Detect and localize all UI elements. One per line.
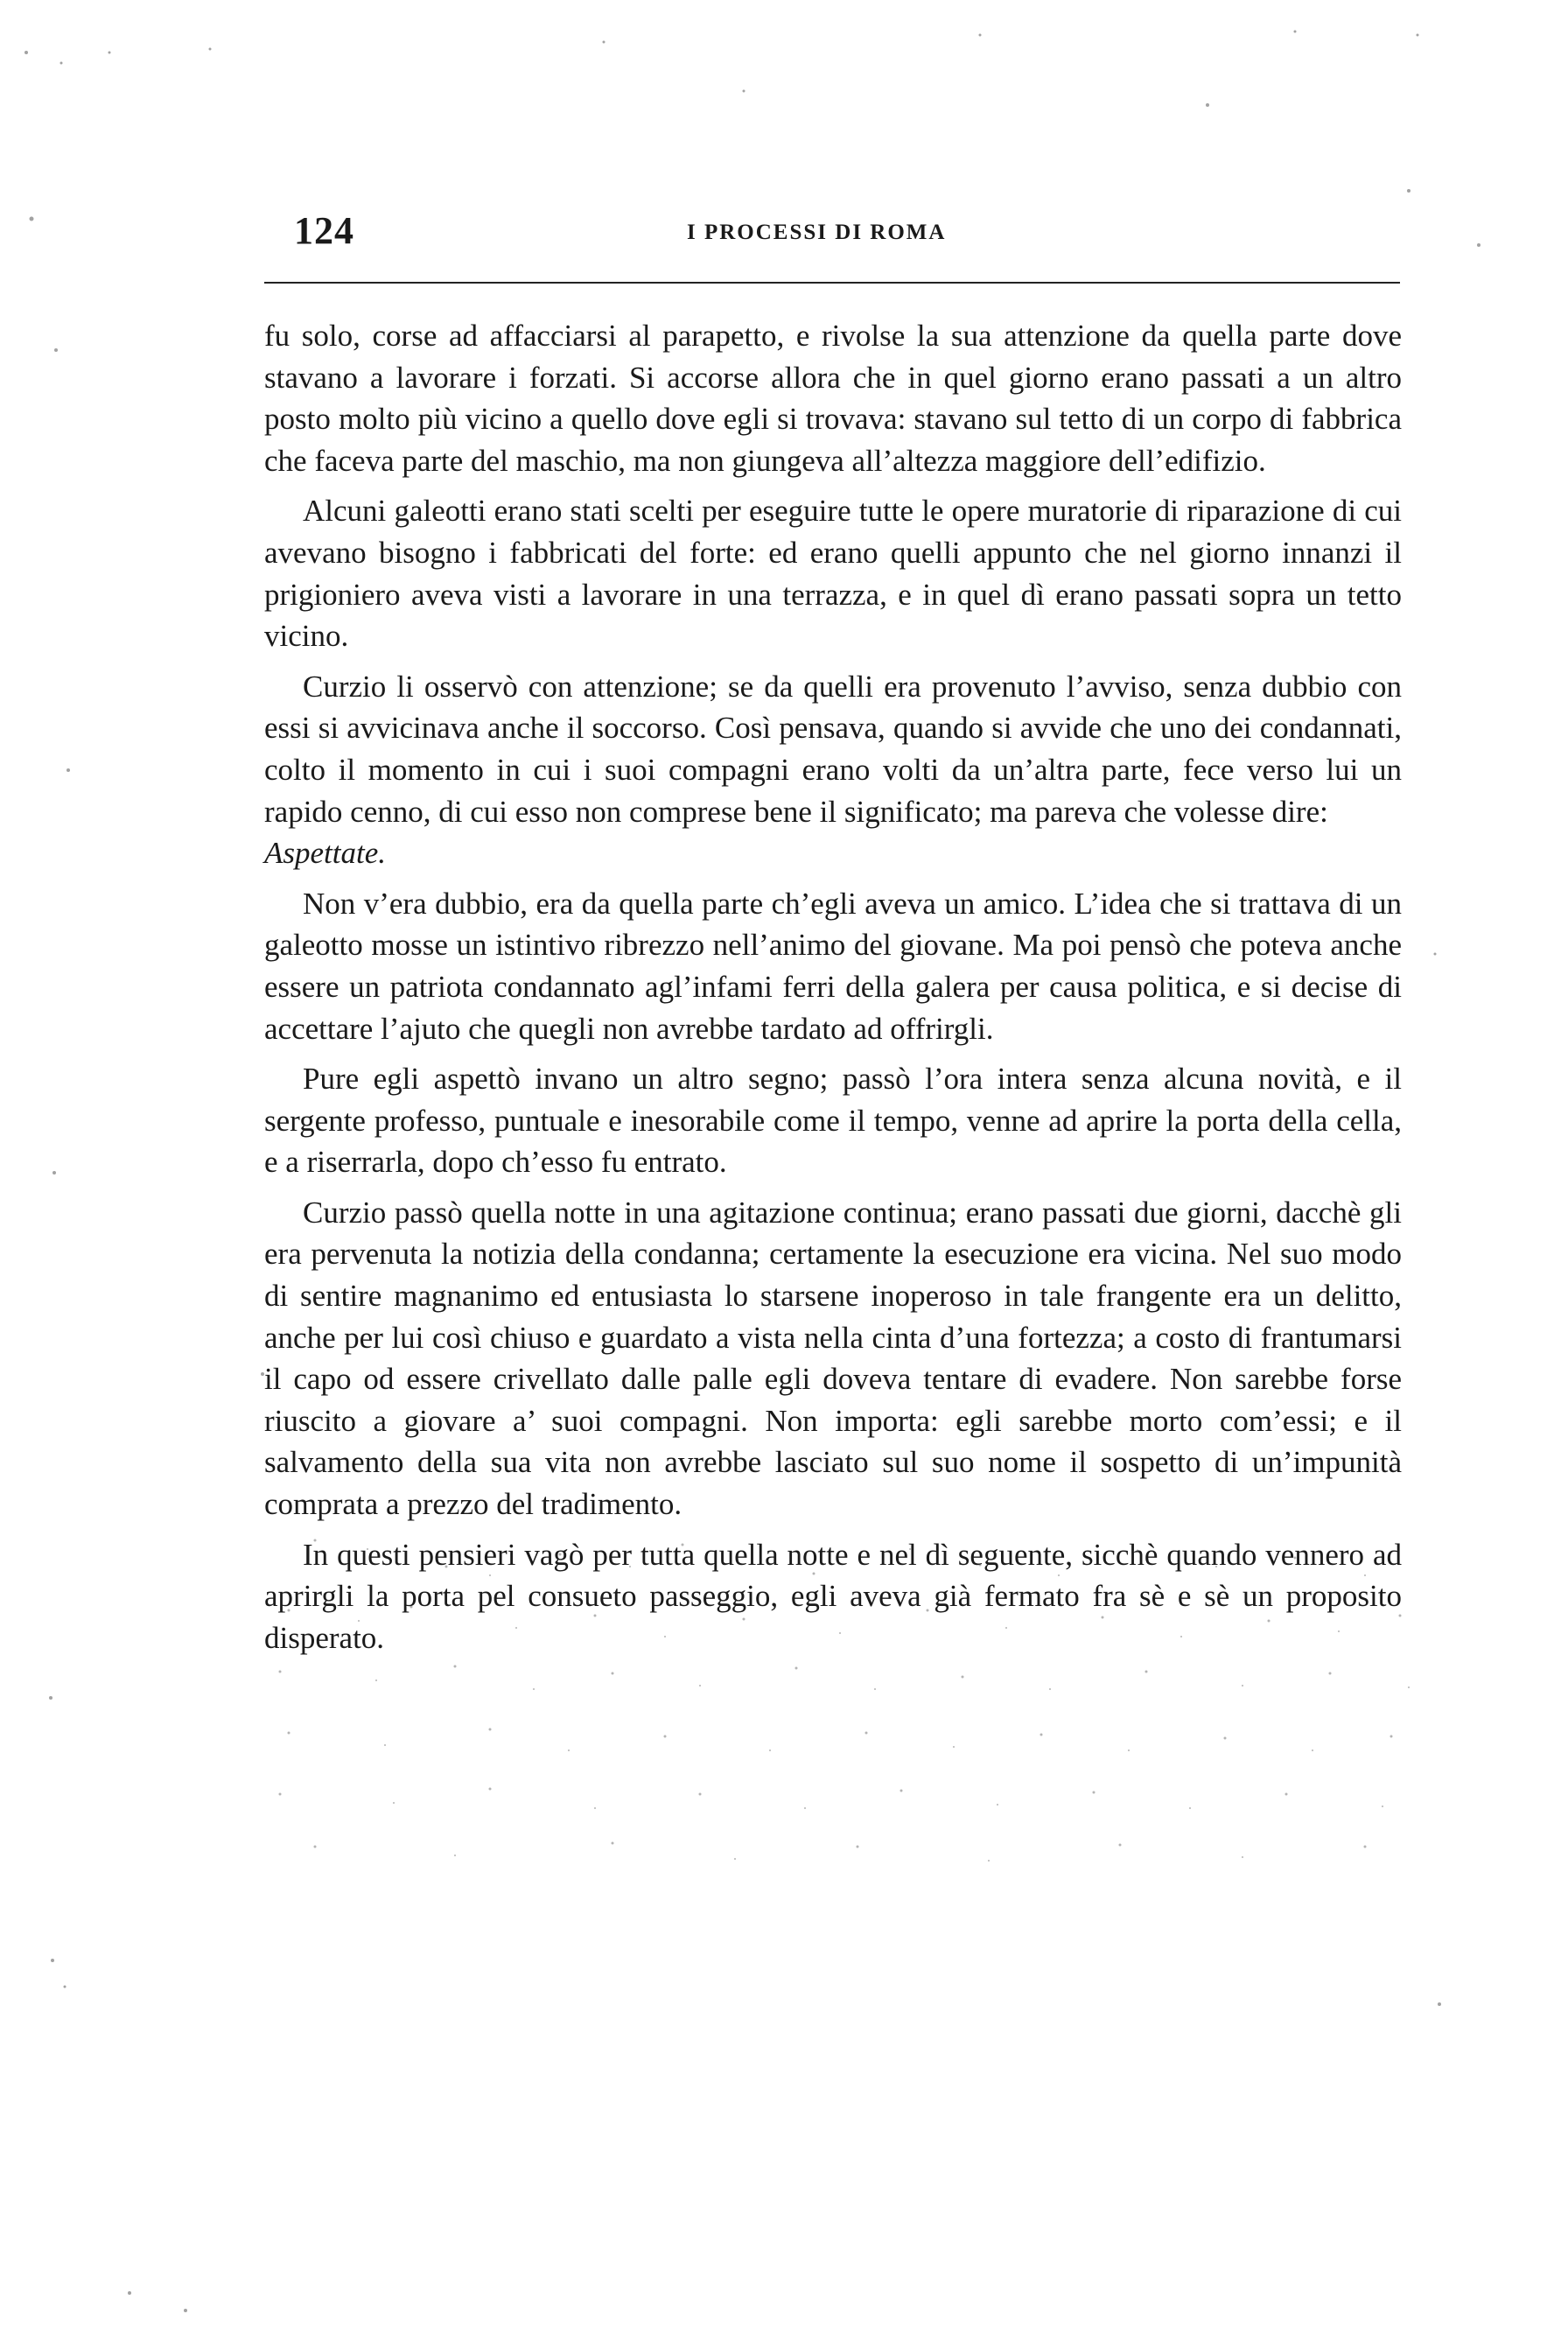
- paragraph-1: fu solo, corse ad affacciarsi al parapetto, e rivolse la sua attenzione da quella parte dove stavano a lavorare i forzati. Si accorse allora che in quel giorno erano passati a un altro posto molto più vicino a quello dove egli si trovava: stavano sul tetto di un corpo di fabbrica che faceva parte del maschio, ma non giungeva all’altezza maggiore dell’edifizio.: [264, 319, 1402, 478]
- paragraph-2: Alcuni galeotti erano stati scelti per eseguire tutte le opere muratorie di riparazione di cui avevano bisogno i fabbricati del forte: ed erano quelli appunto che nel giorno innanzi il prigioniero aveva visti a lavorare in una terrazza, e in quel dì erano passati sopra un tetto vicino.: [264, 494, 1402, 654]
- running-head: [262, 208, 1400, 261]
- paragraph-6: Curzio passò quella notte in una agitazione continua; erano passati due giorni, dacchè gli era pervenuta la notizia della condanna; certamente la esecuzione era vicina. Nel suo modo di sentire magnanimo ed entusiasta lo starsene inoperoso in tale frangente era un delitto, anche per lui così chiuso e guardato a vista nella cinta d’una fortezza; a costo di frantumarsi il capo od essere crivellato dalle palle egli doveva tentare di evadere. Non sarebbe forse riuscito a giovare a’ suoi compagni. Non importa: egli sarebbe morto com’essi; e il salvamento della sua vita non avrebbe lasciato sul suo nome il sospetto di un’impunità comprata a prezzo del tradimento.: [264, 1195, 1402, 1522]
- header-rule: [264, 282, 1400, 284]
- paragraph-7: In questi pensieri vagò per tutta quella notte e nel dì seguente, sicchè quando vennero ad aprirgli la porta pel consueto passeggio, egli aveva già fermato fra sè e sè un proposito disperato.: [264, 1537, 1402, 1655]
- paragraph-3: Curzio li osservò con attenzione; se da quelli era provenuto l’avviso, senza dubbio con essi si avvicinava anche il soccorso. Così pensava, quando si avvide che uno dei condannati, colto il momento in cui i suoi compagni erano volti da un’altra parte, fece verso lui un rapido cenno, di cui esso non comprese bene il significato; ma pareva che volesse dire:: [264, 669, 1402, 829]
- running-title: I PROCESSI DI ROMA: [687, 221, 947, 244]
- page-number: 124: [294, 209, 354, 252]
- body-text: [264, 315, 1402, 1667]
- italic-word: Aspettate.: [264, 836, 386, 871]
- paragraph-5: Pure egli aspettò invano un altro segno; passò l’ora intera senza alcuna novità, e il sergente professo, puntuale e inesorabile come il tempo, venne ad aprire la porta della cella, e a riserrarla, dopo ch’esso fu entrato.: [264, 1062, 1402, 1180]
- paragraph-3-italic-word: [264, 832, 1402, 874]
- paragraph-4: Non v’era dubbio, era da quella parte ch’egli aveva un amico. L’idea che si trattava di un galeotto mosse un istintivo ribrezzo nell’animo del giovane. Ma poi pensò che poteva anche essere un patriota condannato agl’infami ferri della galera per causa politica, e si decise di accettare l’ajuto che quegli non avrebbe tardato ad offrirgli.: [264, 886, 1402, 1046]
